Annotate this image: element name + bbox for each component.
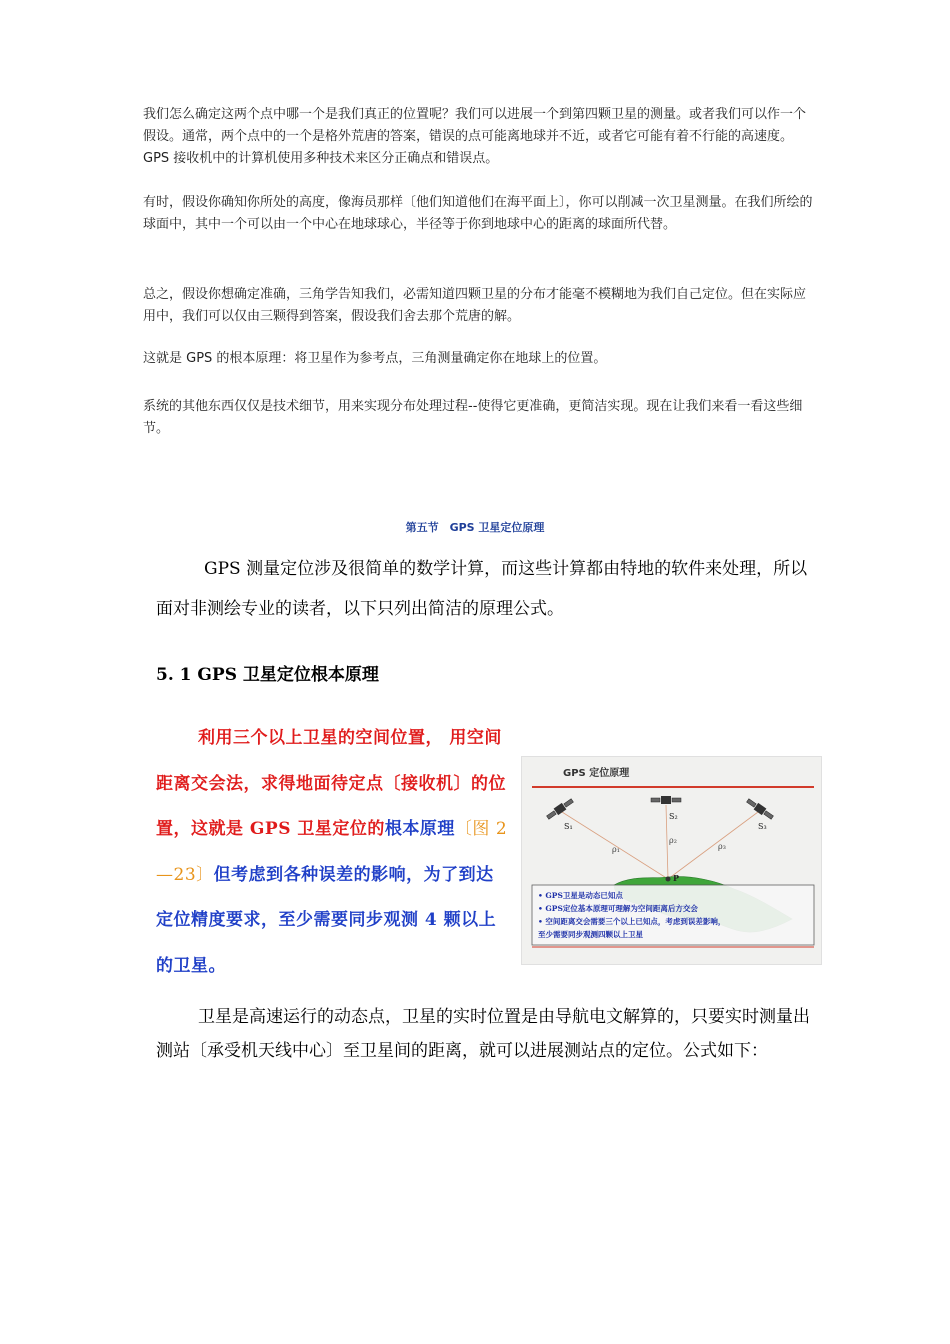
gps-diagram bbox=[522, 757, 821, 964]
range-label-1: ρ₁ bbox=[612, 845, 620, 854]
satellite-3-icon bbox=[745, 797, 774, 821]
receiver-label: P bbox=[673, 873, 680, 883]
range-line-3 bbox=[668, 812, 758, 879]
note-line-3: • 空间距离交会需要三个以上已知点，考虑到误差影响， bbox=[538, 917, 726, 926]
note-line-4: 至少需要同步观测四颗以上卫星 bbox=[538, 930, 643, 939]
subsection-heading: 5. 1 GPS 卫星定位根本原理 bbox=[156, 665, 379, 685]
paragraph-details: 系统的其他东西仅仅是技术细节，用来实现分布处理过程--使得它更准确，更简洁实现。现在让我们来看一看这些细节。 bbox=[143, 399, 803, 436]
figure-title: GPS 定位原理 bbox=[563, 768, 630, 779]
note-line-1: • GPS卫星是动态已知点 bbox=[538, 891, 623, 900]
paragraph-fourth-satellite: 我们怎么确定这两个点中哪一个是我们真正的位置呢？我们可以进展一个到第四颗卫星的测量。或者我们可以作一个假设。通常，两个点中的一个是格外荒唐的答案，错误的点可能离地球并不近，或者它可能有着不行能的高速度。GPS 接收机中的计算机使用多种技术来区分正确点和错误点。 bbox=[143, 107, 807, 166]
sat-label-1: S₁ bbox=[564, 822, 573, 831]
paragraph-gps-principle: 这就是 GPS 的根本原理：将卫星作为参考点，三角测量确定你在地球上的位置。 bbox=[143, 351, 607, 366]
principle-red-text: 利用三个以上卫星的空间位置， 用空间距离交会法，求得地面待定点〔接收机〕的位置，这就是 GPS 卫星定位的 bbox=[156, 728, 506, 839]
range-line-2 bbox=[666, 805, 668, 879]
range-label-3: ρ₃ bbox=[718, 842, 726, 851]
sat-label-3: S₃ bbox=[758, 822, 767, 831]
gps-positioning-figure bbox=[521, 756, 822, 965]
final-paragraph: 卫星是高速运行的动态点，卫星的实时位置是由导航电文解算的，只要实时测量出测站〔承受机天线中心〕至卫星间的距离，就可以进展测站点的定位。公式如下： bbox=[156, 1007, 810, 1061]
section-title: 第五节 GPS 卫星定位原理 bbox=[405, 521, 545, 534]
principle-blue-text-2: 但考虑到各种误差的影响，为了到达定位精度要求，至少需要同步观测 4 颗以上的卫星。 bbox=[156, 864, 497, 976]
paragraph-altitude: 有时，假设你确知你所处的高度，像海员那样〔他们知道他们在海平面上〕，你可以削减一次卫星测量。在我们所绘的球面中，其中一个可以由一个中心在地球球心，半径等于你到地球中心的距离的球面所代替。 bbox=[143, 195, 813, 232]
note-line-2: • GPS定位基本原理可理解为空间距离后方交会 bbox=[538, 904, 698, 913]
principle-blue-text: 根本原理 bbox=[384, 819, 455, 839]
receiver-point bbox=[666, 877, 671, 882]
paragraph-summary: 总之，假设你想确定准确，三角学告知我们，必需知道四颗卫星的分布才能毫不模糊地为我们自己定位。但在实际应用中，我们可以仅由三颗得到答案，假设我们舍去那个荒唐的解。 bbox=[143, 287, 807, 324]
key-principle-paragraph bbox=[156, 716, 508, 989]
figure-reference: 〔图 2—23〕 bbox=[156, 819, 508, 885]
satellite-2-icon bbox=[651, 796, 681, 804]
intro-paragraph: GPS 测量定位涉及很简单的数学计算，而这些计算都由特地的软件来处理，所以面对非测绘专业的读者，以下只列出简洁的原理公式。 bbox=[156, 559, 808, 619]
range-label-2: ρ₂ bbox=[669, 836, 677, 845]
sat-label-2: S₂ bbox=[669, 812, 678, 821]
